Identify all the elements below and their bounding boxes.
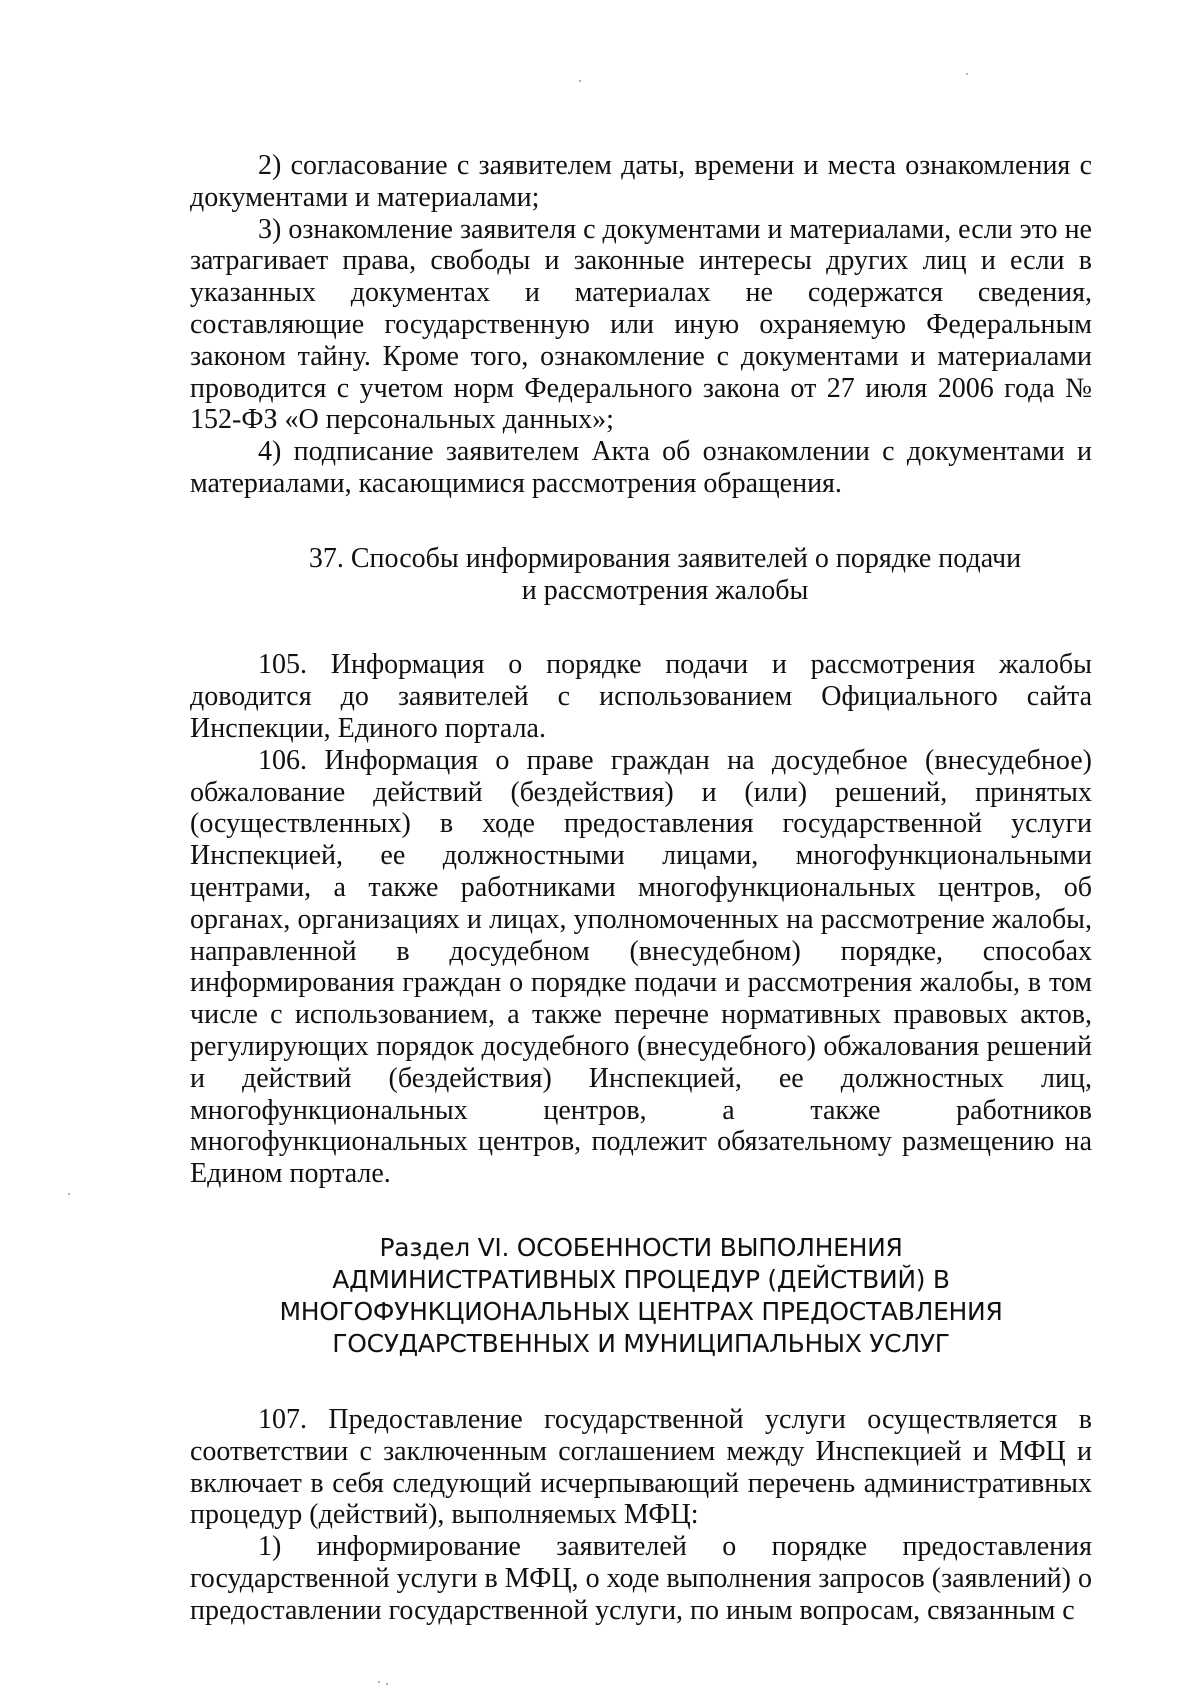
- paragraph-107-item-1: 1) информирование заявителей о порядке предоставления государственной услуги в МФЦ, о ходе выполнения запросов (заявлений) о предоставлении государственной услуги, по иным вопросам, связанным с: [190, 1531, 1092, 1626]
- scan-speck: [966, 73, 968, 75]
- subsection-heading-37: [190, 543, 1092, 607]
- document-page: [190, 150, 1092, 1626]
- scan-speck: [386, 1683, 388, 1685]
- list-item-3: 3) ознакомление заявителя с документами и материалами, если это не затрагивает права, свободы и законные интересы других лиц и если в указанных документах и материалах не содержатся сведения, составляющие государственную или иную охраняемую Федеральным законом тайну. Кроме того, ознакомление с документами и материалами проводится с учетом норм Федерального закона от 27 июля 2006 года № 152-ФЗ «О персональных данных»;: [190, 213, 1092, 436]
- scan-speck: [579, 80, 581, 82]
- scan-speck: [378, 1681, 380, 1683]
- heading-line: АДМИНИСТРАТИВНЫХ ПРОЦЕДУР (ДЕЙСТВИЙ) В: [332, 1264, 950, 1294]
- heading-line: ГОСУДАРСТВЕННЫХ И МУНИЦИПАЛЬНЫХ УСЛУГ: [332, 1328, 950, 1358]
- heading-line: 37. Способы информирования заявителей о порядке подачи: [308, 542, 1022, 574]
- heading-line: МНОГОФУНКЦИОНАЛЬНЫХ ЦЕНТРАХ ПРЕДОСТАВЛЕНИЯ: [279, 1296, 1003, 1326]
- spacer: [190, 1190, 1092, 1232]
- section-heading: [190, 1232, 1092, 1360]
- paragraph-107: 107. Предоставление государственной услуги осуществляется в соответствии с заключенным соглашением между Инспекцией и МФЦ и включает в себя следующий исчерпывающий перечень административных процедур (действий), выполняемых МФЦ:: [190, 1403, 1092, 1531]
- heading-line: Раздел VI. ОСОБЕННОСТИ ВЫПОЛНЕНИЯ: [379, 1232, 903, 1262]
- heading-line: и рассмотрения жалобы: [521, 574, 809, 606]
- list-item-2: 2) согласование с заявителем даты, времени и места ознакомления с документами и материалами;: [190, 150, 1092, 213]
- spacer: [190, 1360, 1092, 1404]
- paragraph-106: 106. Информация о праве граждан на досудебное (внесудебное) обжалование действий (бездействия) и (или) решений, принятых (осуществленных) в ходе предоставления государственной услуги Инспекцией, ее должностными лицами, многофункциональными центрами, а также работниками многофункциональных центров, об органах, организациях и лицах, уполномоченных на рассмотрение жалобы, направленной в досудебном (внесудебном) порядке, способах информирования граждан о порядке подачи и рассмотрения жалобы, в том числе с использованием, а также перечне нормативных правовых актов, регулирующих порядок досудебного (внесудебного) обжалования решений и действий (бездействия) Инспекцией, ее должностных лиц, многофункциональных центров, а также работников многофункциональных центров, подлежит обязательному размещению на Едином портале.: [190, 744, 1092, 1190]
- paragraph-105: 105. Информация о порядке подачи и рассмотрения жалобы доводится до заявителей с использованием Официального сайта Инспекции, Единого портала.: [190, 649, 1092, 744]
- spacer: [190, 500, 1092, 543]
- list-item-4: 4) подписание заявителем Акта об ознакомлении с документами и материалами, касающимися рассмотрения обращения.: [190, 436, 1092, 499]
- spacer: [190, 606, 1092, 649]
- scan-speck: [68, 1193, 70, 1195]
